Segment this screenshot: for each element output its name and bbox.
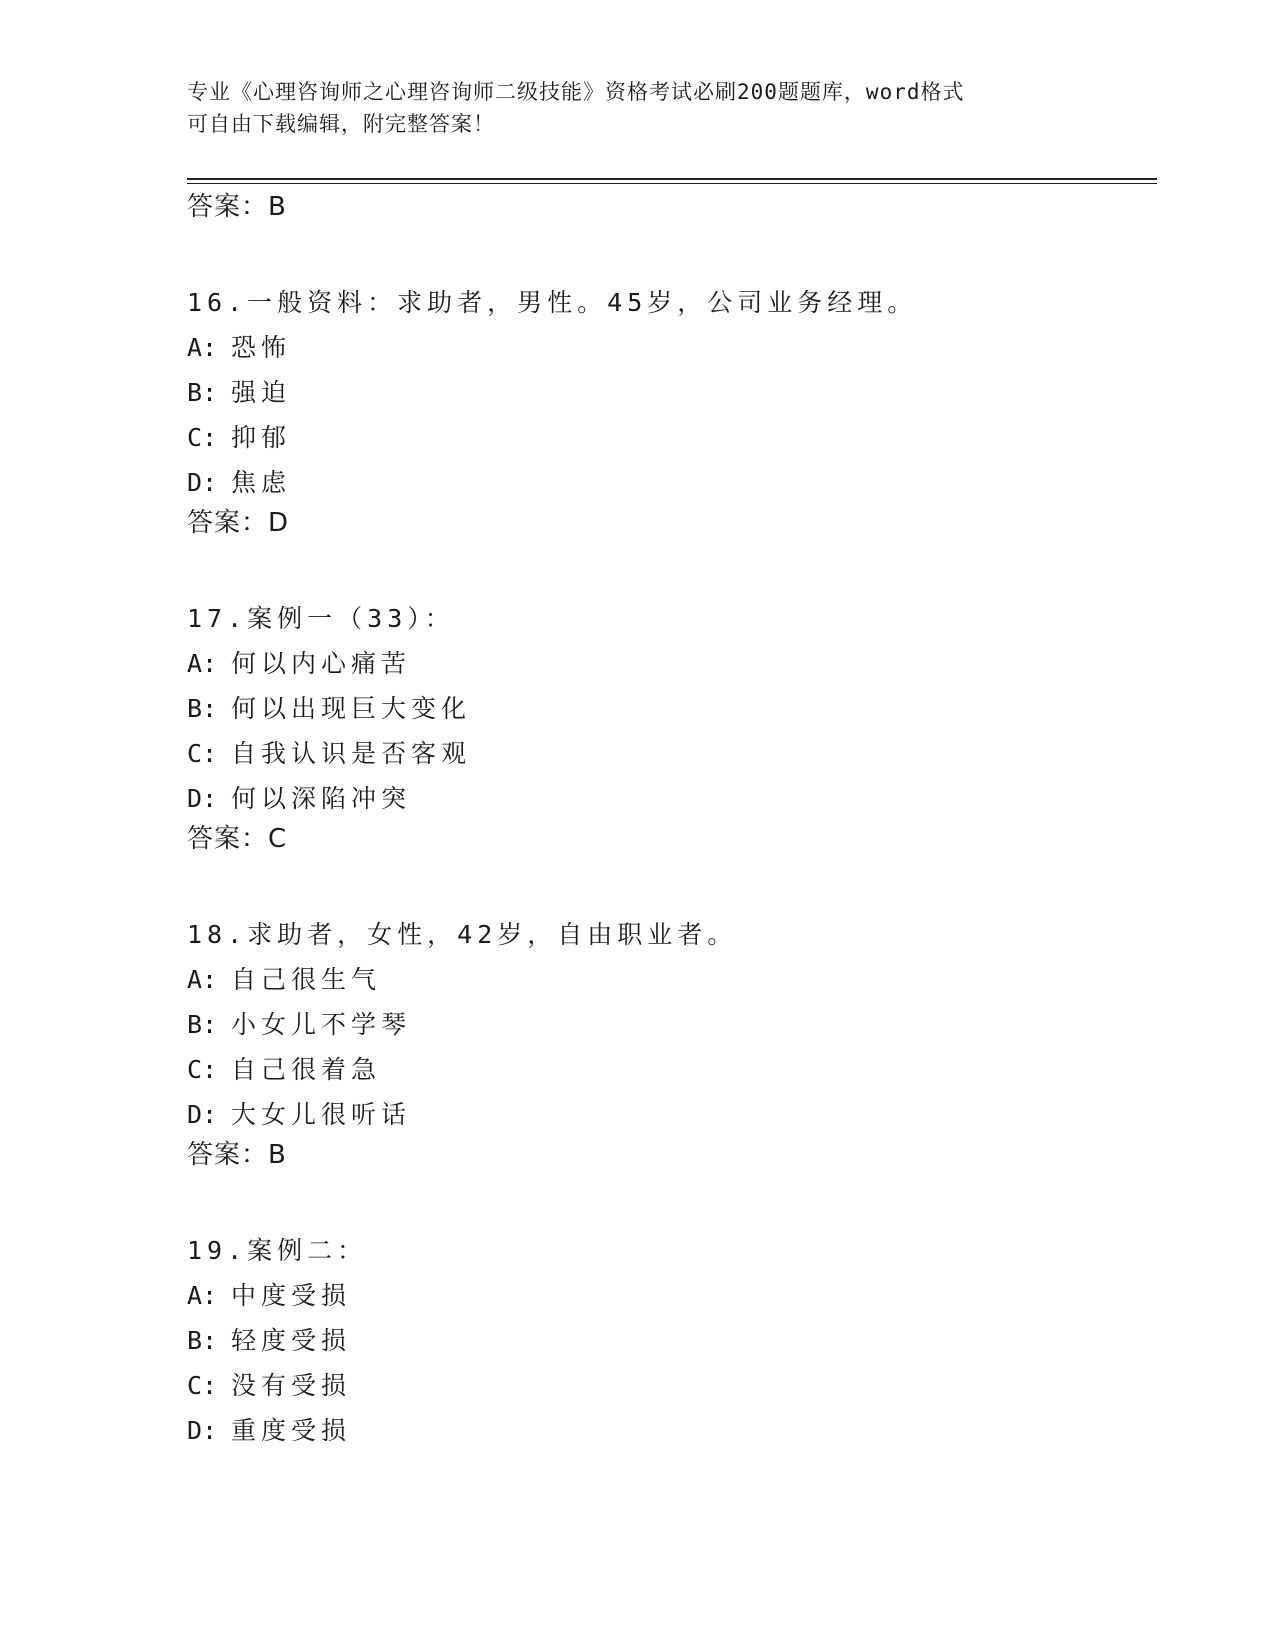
- option-c: [187, 1364, 1147, 1409]
- option-b: [187, 1003, 1147, 1048]
- option-b: [187, 1319, 1147, 1364]
- option-c: [187, 1048, 1147, 1093]
- option-d: [187, 1093, 1147, 1138]
- question-title: 18.求助者，女性，42岁，自由职业者。: [187, 920, 738, 949]
- option-c: [187, 416, 1147, 461]
- option-text: 小女儿不学琴: [231, 1010, 412, 1039]
- option-text: 自我认识是否客观: [231, 739, 472, 768]
- header-divider-thick: [187, 178, 1157, 180]
- option-letter: A:: [187, 649, 218, 678]
- option-text: 自己很生气: [231, 965, 382, 994]
- option-letter: B:: [187, 694, 218, 723]
- option-text: 轻度受损: [231, 1326, 352, 1355]
- option-letter: B:: [187, 1326, 218, 1355]
- option-text: 强迫: [231, 378, 292, 407]
- option-d: [187, 1409, 1147, 1454]
- option-letter: C:: [187, 739, 218, 768]
- option-a: [187, 326, 1147, 371]
- option-b: [187, 687, 1147, 732]
- option-letter: D:: [187, 468, 218, 497]
- option-b: [187, 371, 1147, 416]
- option-text: 重度受损: [231, 1416, 352, 1445]
- question-title: 19.案例二：: [187, 1236, 368, 1265]
- question-list: [187, 190, 1147, 1454]
- option-text: 自己很着急: [231, 1055, 382, 1084]
- option-letter: C:: [187, 1371, 218, 1400]
- option-c: [187, 732, 1147, 777]
- question-title: 16.一般资料：求助者，男性。45岁，公司业务经理。: [187, 288, 918, 317]
- document-header: [187, 76, 1087, 140]
- answer-line: 答案：B: [187, 192, 287, 222]
- answer-line: 答案：C: [187, 824, 288, 854]
- answer-line: 答案：B: [187, 1140, 287, 1170]
- option-a: [187, 642, 1147, 687]
- option-text: 何以出现巨大变化: [231, 694, 472, 723]
- header-divider-thin: [187, 183, 1157, 184]
- header-line-2: 可自由下载编辑，附完整答案！: [187, 112, 495, 136]
- option-text: 没有受损: [231, 1371, 352, 1400]
- option-letter: D:: [187, 1100, 218, 1129]
- option-letter: C:: [187, 1055, 218, 1084]
- question-block: [187, 1229, 1147, 1454]
- option-letter: A:: [187, 1281, 218, 1310]
- option-letter: C:: [187, 423, 218, 452]
- option-a: [187, 958, 1147, 1003]
- option-a: [187, 1274, 1147, 1319]
- question-block: [187, 281, 1147, 550]
- question-title: 17.案例一（33）：: [187, 604, 455, 633]
- option-letter: B:: [187, 1010, 218, 1039]
- option-text: 大女儿很听话: [231, 1100, 412, 1129]
- option-letter: A:: [187, 333, 218, 362]
- header-line-1: 专业《心理咨询师之心理咨询师二级技能》资格考试必刷200题题库，word格式: [187, 80, 965, 104]
- option-text: 何以深陷冲突: [231, 784, 412, 813]
- option-d: [187, 461, 1147, 506]
- option-text: 抑郁: [231, 423, 292, 452]
- option-text: 恐怖: [231, 333, 292, 362]
- question-block: [187, 913, 1147, 1182]
- option-text: 焦虑: [231, 468, 292, 497]
- option-letter: D:: [187, 1416, 218, 1445]
- option-d: [187, 777, 1147, 822]
- option-letter: B:: [187, 378, 218, 407]
- option-letter: D:: [187, 784, 218, 813]
- option-text: 何以内心痛苦: [231, 649, 412, 678]
- question-block: [187, 597, 1147, 866]
- answer-line: 答案：D: [187, 508, 290, 538]
- option-letter: A:: [187, 965, 218, 994]
- option-text: 中度受损: [231, 1281, 352, 1310]
